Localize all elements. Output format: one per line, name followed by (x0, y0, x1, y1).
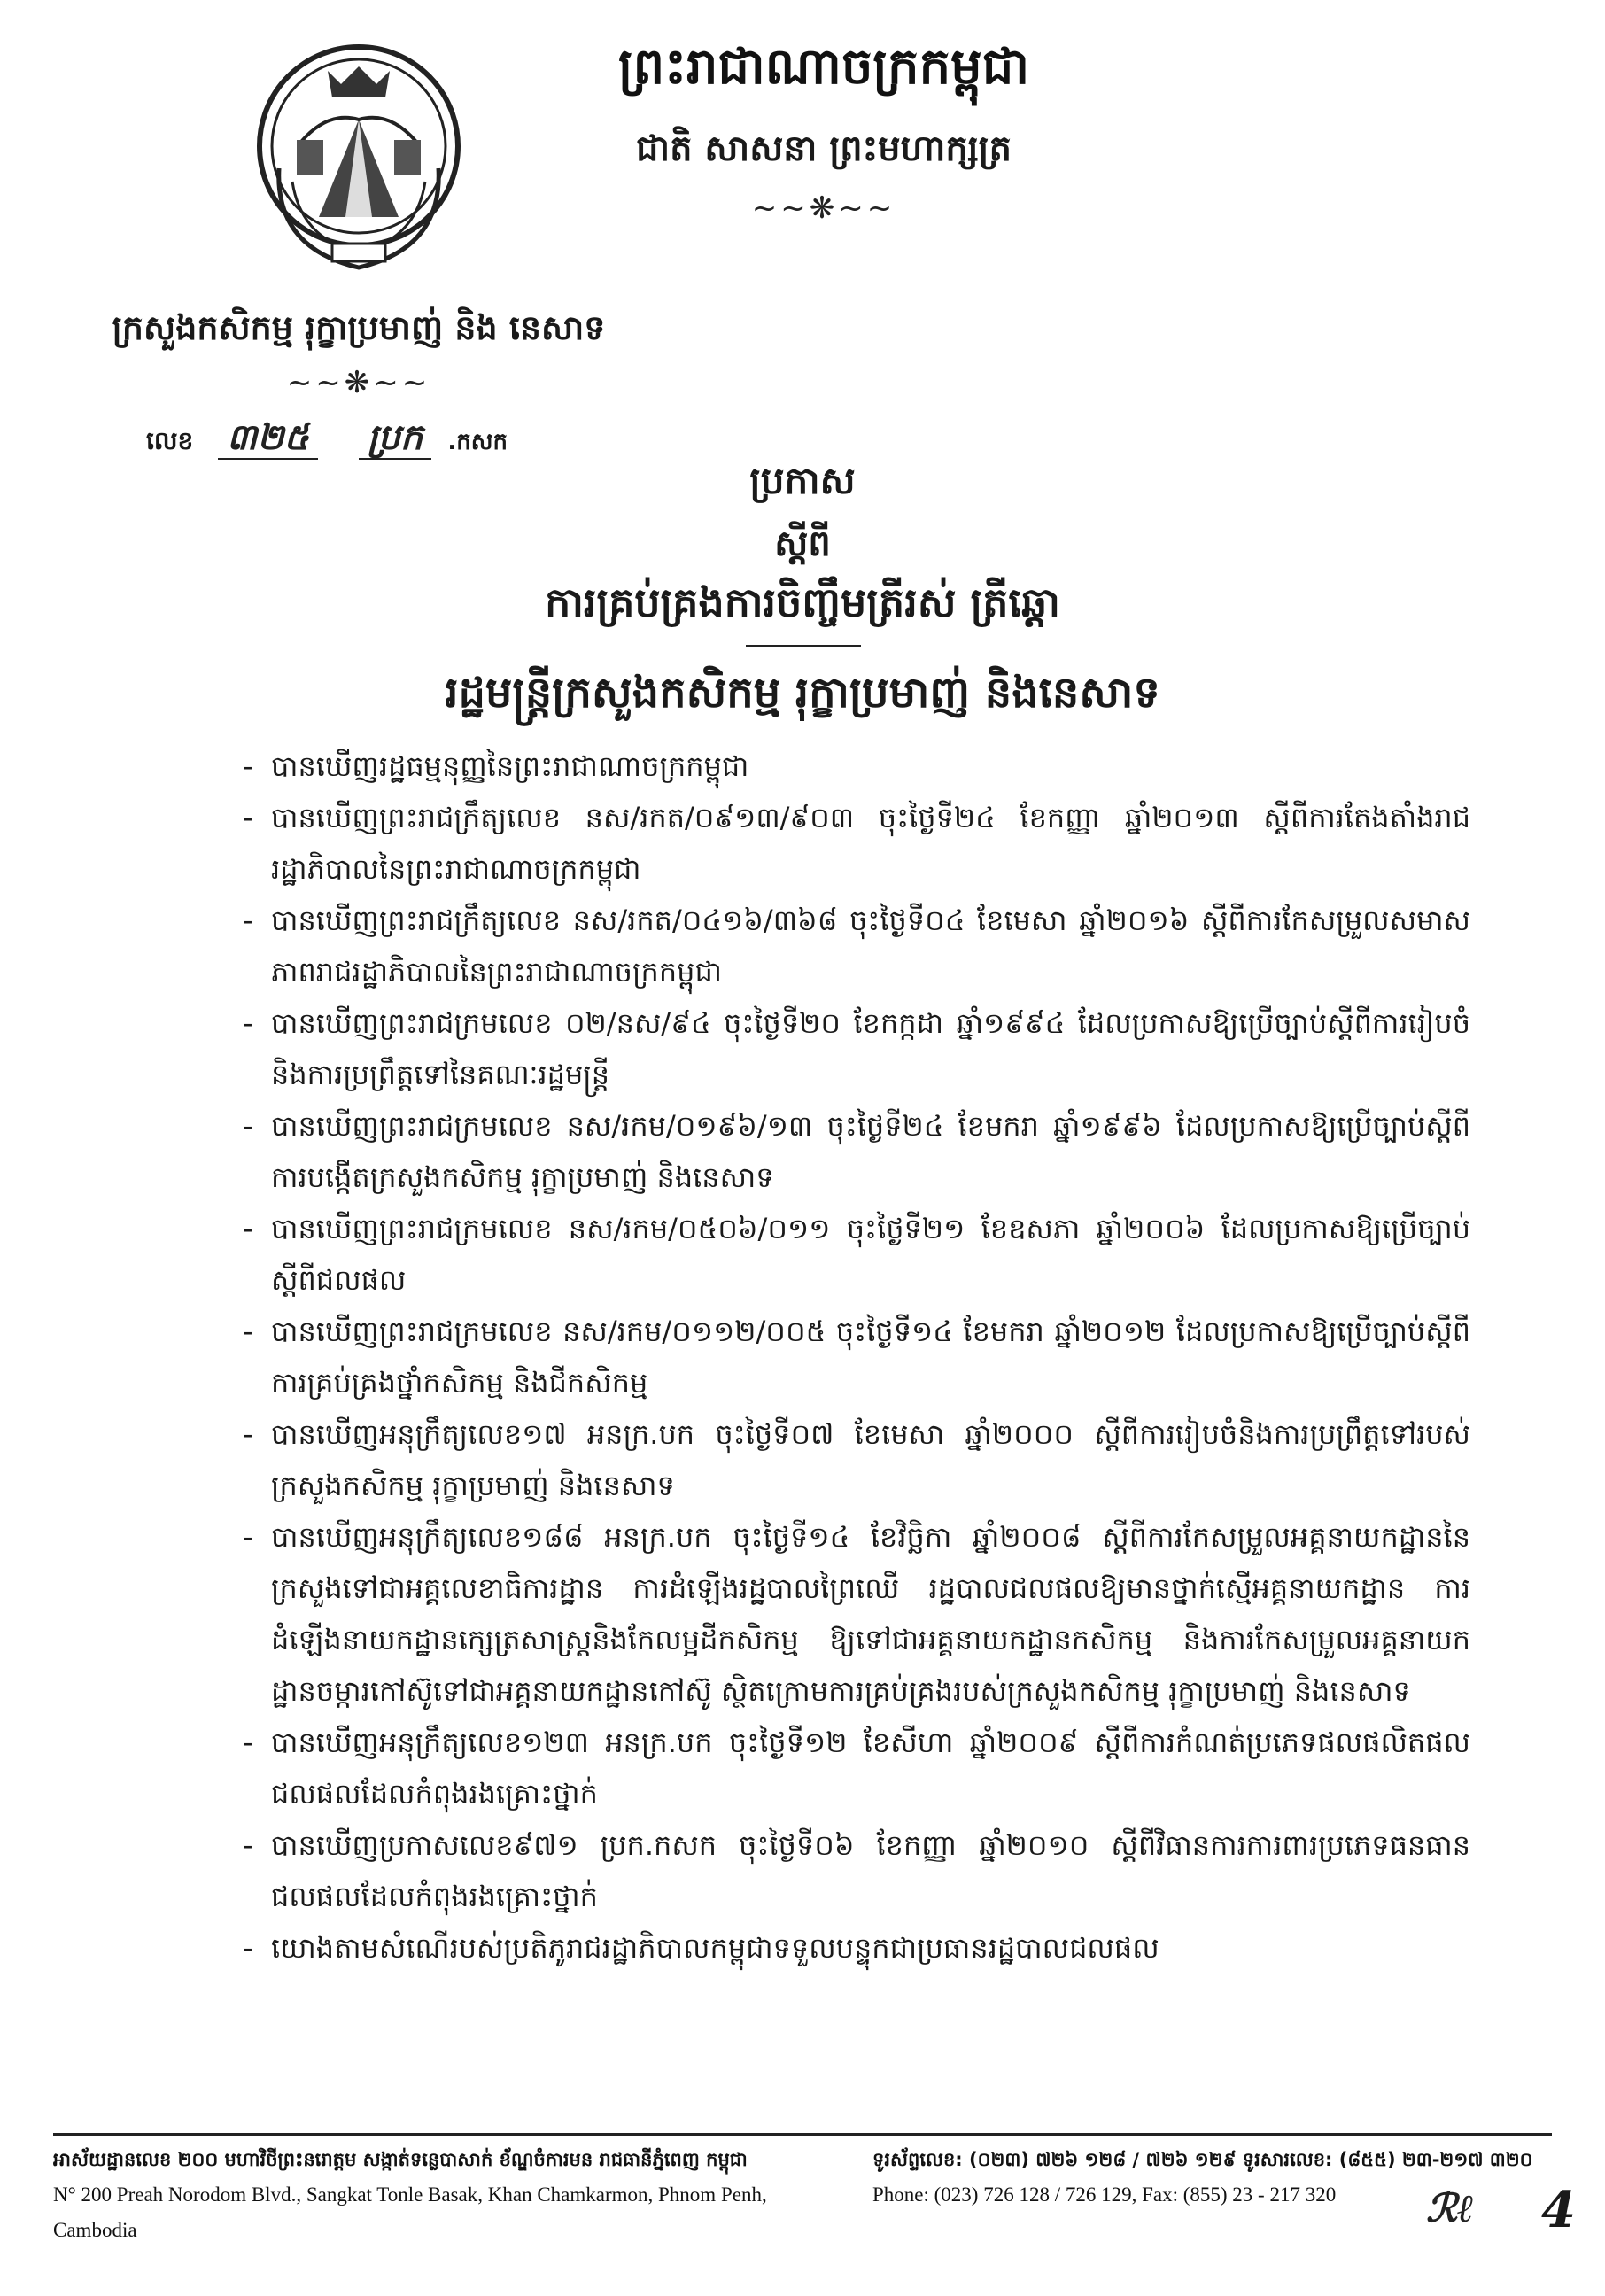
ministry-name: ក្រសួងកសិកម្ម រុក្ខាប្រមាញ់ និង នេសាទ (112, 307, 606, 347)
ministry-heading (84, 306, 633, 400)
title-divider (746, 645, 861, 647)
list-item: - បានឃើញអនុក្រឹត្យលេខ១៨៨ អនក្រ.បក ចុះថ្ងៃទី១៤ ខែវិច្ឆិកា ឆ្នាំ២០០៨ ស្តីពីការកែសម្រួលអគ្គនាយកដ្ឋាននៃក្រសួងទៅជាអគ្គលេខាធិការដ្ឋាន ការដំឡើងរដ្ឋបាលព្រៃឈើ រដ្ឋបាលជលផលឱ្យមានថ្នាក់ស្មើអគ្គនាយកដ្ឋាន ការដំឡើងនាយកដ្ឋានក្សេត្រសាស្ត្រនិងកែលម្អដីកសិកម្ម ឱ្យទៅជាអគ្គនាយកដ្ឋានកសិកម្ម និងការកែសម្រួលអគ្គនាយកដ្ឋានចម្ការកៅស៊ូទៅជាអគ្គនាយកដ្ឋានកៅស៊ូ ស្ថិតក្រោមការគ្រប់គ្រងរបស់ក្រសួងកសិកម្ម រុក្ខាប្រមាញ់ និងនេសាទ (239, 1511, 1470, 1717)
list-item: - បានឃើញអនុក្រឹត្យលេខ១៧ អនក្រ.បក ចុះថ្ងៃទី០៧ ខែមេសា ឆ្នាំ២០០០ ស្តីពីការរៀបចំនិងការប្រព្រឹត្តទៅរបស់ក្រសួងកសិកម្ម រុក្ខាប្រមាញ់ និងនេសាទ (239, 1408, 1470, 1511)
kingdom-heading (576, 35, 1072, 226)
page-mark: 4 (1541, 2181, 1576, 2239)
ref-label: លេខ (146, 426, 194, 455)
list-item: - យោងតាមសំណើរបស់ប្រតិភូរាជរដ្ឋាភិបាលកម្ពុជាទទួលបន្ទុកជាប្រធានរដ្ឋបាលជលផល (239, 1922, 1470, 1974)
list-item: - បានឃើញរដ្ឋធម្មនុញ្ញនៃព្រះរាជាណាចក្រកម្ពុជា (239, 741, 1470, 792)
about-label: ស្ដីពី (774, 523, 831, 564)
national-motto: ជាតិ សាសនា ព្រះមហាក្សត្រ (636, 128, 1012, 169)
footer-divider (53, 2133, 1552, 2136)
ref-type-handwritten: ប្រក (359, 416, 432, 460)
address-english: N° 200 Preah Norodom Blvd., Sangkat Tonle Basak, Khan Chamkarmon, Phnom Penh, Cambodia (53, 2184, 767, 2241)
kingdom-title: ព្រះរាជាណាចក្រកម្ពុជា (617, 37, 1030, 96)
royal-emblem-icon (248, 35, 469, 283)
ref-number-handwritten: ៣២៥ (218, 416, 318, 460)
document-subject: ការគ្រប់គ្រងការចិញ្ចឹមត្រីរស់ ត្រីឆ្តោ (545, 578, 1060, 626)
phone-english: Phone: (023) 726 128 / 726 129, Fax: (855) 23 - 217 320 (872, 2184, 1337, 2206)
list-item: - បានឃើញប្រកាសលេខ៩៧១ ប្រក.កសក ចុះថ្ងៃទី០៦ ខែកញ្ញា ឆ្នាំ២០១០ ស្តីពីវិធានការការពារប្រភេទធនធានជលផលដែលកំពុងរងគ្រោះថ្នាក់ (239, 1819, 1470, 1922)
address-khmer: អាស័យដ្ឋានលេខ ២០០ មហាវិថីព្រះនរោត្តម សង្កាត់ទន្លេបាសាក់ ខ័ណ្ឌចំការមន រាជធានីភ្នំពេញ កម្ពុជា (53, 2149, 748, 2170)
minister-title: រដ្ឋមន្ត្រីក្រសួងកសិកម្ម រុក្ខាប្រមាញ់ និងនេសាទ (445, 668, 1160, 718)
list-item: - បានឃើញព្រះរាជក្រឹត្យលេខ នស/រកត/០៩១៣/៩០៣ ចុះថ្ងៃទី២៤ ខែកញ្ញា ឆ្នាំ២០១៣ ស្តីពីការតែងតាំងរាជរដ្ឋាភិបាលនៃព្រះរាជាណាចក្រកម្ពុជា (239, 792, 1470, 895)
list-item: - បានឃើញព្រះរាជក្រមលេខ នស/រកម/០១១២/០០៥ ចុះថ្ងៃទី១៤ ខែមករា ឆ្នាំ២០១២ ដែលប្រកាសឱ្យប្រើច្បាប់ស្តីពីការគ្រប់គ្រងថ្នាំកសិកម្ម និងជីកសិកម្ម (239, 1306, 1470, 1408)
list-item: - បានឃើញព្រះរាជក្រឹត្យលេខ នស/រកត/០៤១៦/៣៦៨ ចុះថ្ងៃទី០៤ ខែមេសា ឆ្នាំ២០១៦ ស្តីពីការកែសម្រួលសមាសភាពរាជរដ្ឋាភិបាលនៃព្រះរាជាណាចក្រកម្ពុជា (239, 895, 1470, 997)
footer-address (53, 2142, 850, 2248)
handwritten-initials: ℛℓ (1426, 2186, 1474, 2231)
document-type: ប្រកាស (749, 459, 856, 502)
list-item: - បានឃើញអនុក្រឹត្យលេខ១២៣ អនក្រ.បក ចុះថ្ងៃទី១២ ខែសីហា ឆ្នាំ២០០៩ ស្តីពីការកំណត់ប្រភេទផលផលិតផលជលផលដែលកំពុងរងគ្រោះថ្នាក់ (239, 1717, 1470, 1819)
ornament-divider: ~~❋~~ (286, 365, 431, 400)
list-item: - បានឃើញព្រះរាជក្រមលេខ ០២/នស/៩៤ ចុះថ្ងៃទី២០ ខែកក្កដា ឆ្នាំ១៩៩៤ ដែលប្រកាសឱ្យប្រើច្បាប់ស្តីពីការរៀបចំនិងការប្រព្រឹត្តទៅនៃគណៈរដ្ឋមន្ត្រី (239, 997, 1470, 1100)
preamble-list (239, 741, 1470, 1974)
ornament-divider: ~~❋~~ (751, 190, 896, 226)
list-item: - បានឃើញព្រះរាជក្រមលេខ នស/រកម/០៥០៦/០១១ ចុះថ្ងៃទី២១ ខែឧសភា ឆ្នាំ២០០៦ ដែលប្រកាសឱ្យប្រើច្បាប់ស្តីពីជលផល (239, 1203, 1470, 1306)
list-item: - បានឃើញព្រះរាជក្រមលេខ នស/រកម/០១៩៦/១៣ ចុះថ្ងៃទី២៤ ខែមករា ឆ្នាំ១៩៩៦ ដែលប្រកាសឱ្យប្រើច្បាប់ស្តីពីការបង្កើតក្រសួងកសិកម្ម រុក្ខាប្រមាញ់ និងនេសាទ (239, 1100, 1470, 1203)
phone-khmer: ទូរស័ព្ទលេខ: (០២៣) ៧២៦ ១២៨ / ៧២៦ ១២៩ ទូរសារលេខ: (៨៥៥) ២៣-២១៧ ៣២០ (872, 2149, 1533, 2170)
ref-suffix: .កសក (447, 429, 508, 455)
